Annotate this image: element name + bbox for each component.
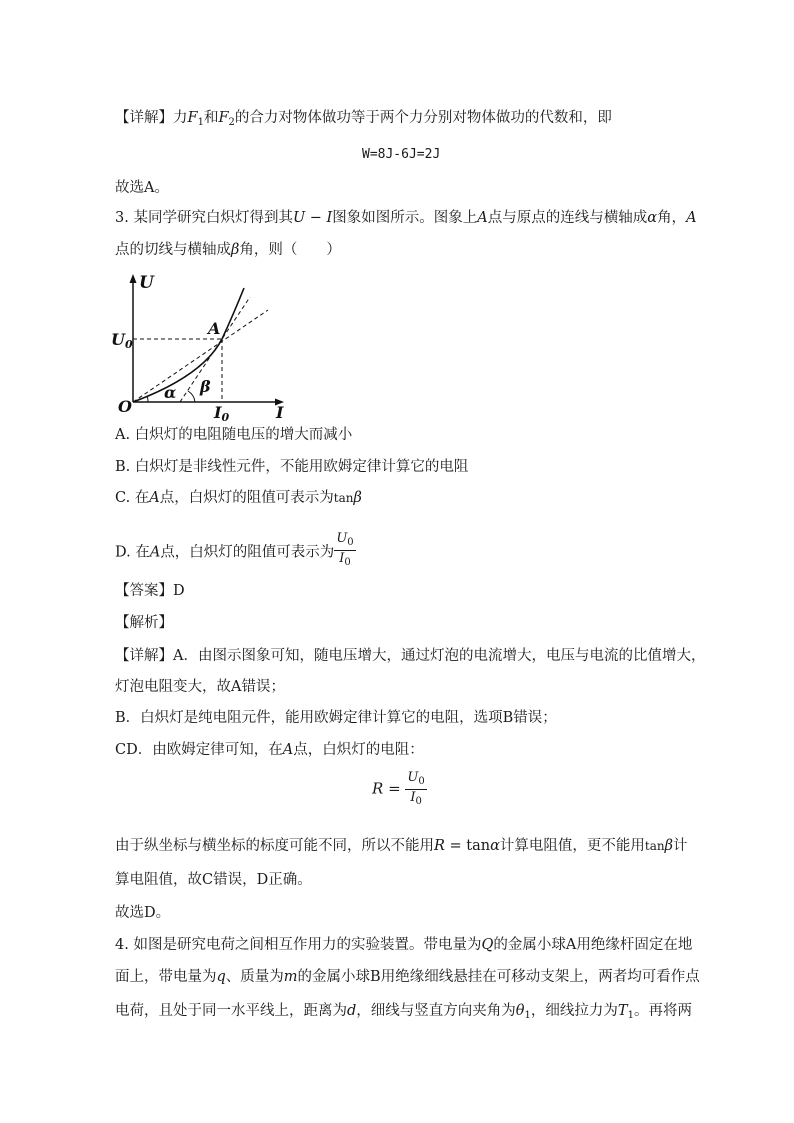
detail-a: 【详解】A．由图示图象可知，随电压增大，通过灯泡的电流增大，电压与电流的比值增大，: [115, 648, 706, 664]
detail-b: B．白炽灯是纯电阻元件，能用欧姆定律计算它的电阻，选项B错误；: [115, 710, 557, 726]
option-d-text: 点，白炽灯的阻值可表示为: [160, 544, 335, 561]
label-beta: β: [200, 377, 211, 396]
q4-line3: [115, 1001, 692, 1026]
q4-text: 4. 如图是研究电荷之间相互作用力的实验装置。带电量为: [115, 937, 482, 953]
q2-detail-rest: 的合力对物体做功等于两个力分别对物体做功的代数和，即: [234, 110, 612, 126]
ui-graph-figure: [108, 268, 298, 422]
q2-equation: W=8J-6J=2J: [362, 147, 441, 162]
point-a-symbol: A: [477, 210, 488, 226]
note-line1: [115, 836, 688, 856]
q4-line1: [115, 935, 692, 955]
note-text: 计: [673, 838, 688, 854]
q3-stem-text: 点的切线与横轴成: [115, 242, 231, 258]
option-c-text: 点，白炽灯的阻值可表示为: [159, 490, 334, 506]
force-f1-subscript: 1: [197, 117, 204, 128]
beta-symbol: β: [231, 242, 240, 258]
force-f2-subscript: 2: [228, 117, 235, 128]
theta-symbol: θ: [515, 1003, 525, 1019]
q4-text: 、质量为: [225, 969, 284, 985]
q2-and: 和: [203, 110, 219, 126]
distance-d-symbol: d: [347, 1003, 357, 1019]
charge-q-symbol: Q: [481, 937, 494, 953]
label-o: O: [118, 397, 132, 416]
q4-text: ，细线拉力为: [530, 1003, 618, 1019]
detail-cd-text: CD．由欧姆定律可知，在: [115, 742, 283, 758]
note-text: 由于纵坐标与横坐标的标度可能不同，所以不能用: [115, 838, 434, 854]
q4-text: 的金属小球A用绝缘杆固定在地: [493, 937, 693, 953]
equals-sign: =: [383, 779, 406, 798]
q3-stem-text: 图象如图所示。图象上: [332, 210, 478, 226]
detail-cd-text: 点，白炽灯的电阻：: [293, 742, 424, 758]
option-b: B. 白炽灯是非线性元件，不能用欧姆定律计算它的电阻: [115, 459, 469, 475]
option-c-text: C. 在: [115, 490, 150, 506]
ui-symbol: U − I: [292, 210, 333, 226]
q3-stem-text: 3. 某同学研究白炽灯得到其: [115, 210, 293, 226]
q4-text: ，细线与竖直方向夹角为: [356, 1003, 516, 1019]
q2-detail-prefix: 【详解】力: [115, 110, 188, 126]
r-symbol: R: [372, 779, 384, 798]
point-a-symbol: A: [149, 490, 160, 506]
q2-choice: 故选A。: [115, 180, 169, 196]
q3-stem-text: 角，则（ ）: [239, 242, 341, 258]
note-line2: 算电阻值，故C错误，D正确。: [115, 872, 312, 888]
tension-subscript: 1: [627, 1010, 634, 1021]
detail-a-cont: 灯泡电阻变大，故A错误；: [115, 679, 285, 695]
q4-line2: [115, 967, 700, 987]
beta-symbol: β: [664, 838, 674, 854]
force-f2: F: [218, 110, 229, 126]
point-a-symbol: A: [282, 742, 294, 758]
u-axis-arrow-icon: [130, 274, 137, 283]
label-u: U: [139, 273, 154, 293]
theta-subscript: 1: [524, 1010, 531, 1021]
resistance-formula: [372, 770, 427, 809]
detail-cd: [115, 740, 424, 760]
option-d: [115, 533, 356, 572]
point-a-symbol: A: [686, 210, 697, 226]
q4-text: 面上，带电量为: [115, 969, 217, 985]
answer-label: 【答案】D: [115, 583, 185, 599]
option-c: [115, 488, 362, 508]
label-a: A: [208, 319, 221, 338]
ui-curve: [133, 288, 244, 402]
point-a-symbol: A: [149, 544, 161, 561]
q3-choice: 故选D。: [115, 905, 171, 921]
option-d-text: D. 在: [115, 544, 150, 561]
label-alpha: α: [164, 383, 177, 402]
beta-symbol: β: [353, 490, 362, 506]
u0-over-i0-fraction: $\frac{U_0}{I_0}$: [336, 531, 354, 568]
mass-m-symbol: m: [283, 969, 298, 985]
tension-t-symbol: T: [617, 1003, 628, 1019]
analysis-label: 【解析】: [115, 615, 173, 631]
tan-symbol: tan: [333, 491, 354, 505]
alpha-symbol: α: [490, 838, 500, 854]
q2-detail-line: [115, 108, 612, 133]
q3-stem-line2: [115, 240, 341, 260]
beta-arc: [188, 391, 195, 402]
tan-symbol: = tan: [444, 838, 491, 854]
q4-text: 电荷，且处于同一水平线上，距离为: [115, 1003, 347, 1019]
formula-fraction: $\frac{U_0}{I_0}$: [407, 770, 425, 807]
tan-symbol: tan: [644, 839, 665, 853]
alpha-symbol: α: [647, 210, 658, 226]
q3-stem-text: 角，: [657, 210, 687, 226]
q4-text: 的金属小球B用绝缘细线悬挂在可移动支架上，两者均可看作点: [297, 969, 700, 985]
q3-stem-text: 点与原点的连线与横轴成: [487, 210, 648, 226]
q4-text: 。再将两: [633, 1003, 692, 1019]
r-symbol: R: [434, 838, 445, 854]
label-i0: I0: [214, 403, 230, 422]
charge-small-q-symbol: q: [216, 969, 226, 985]
note-text: 计算电阻值，更不能用: [499, 838, 645, 854]
label-u0: U0: [111, 330, 133, 351]
q3-stem-line1: [115, 208, 697, 228]
label-i: I: [276, 403, 284, 422]
force-f1: F: [187, 110, 198, 126]
option-a: A. 白炽灯的电阻随电压的增大而减小: [115, 427, 353, 443]
